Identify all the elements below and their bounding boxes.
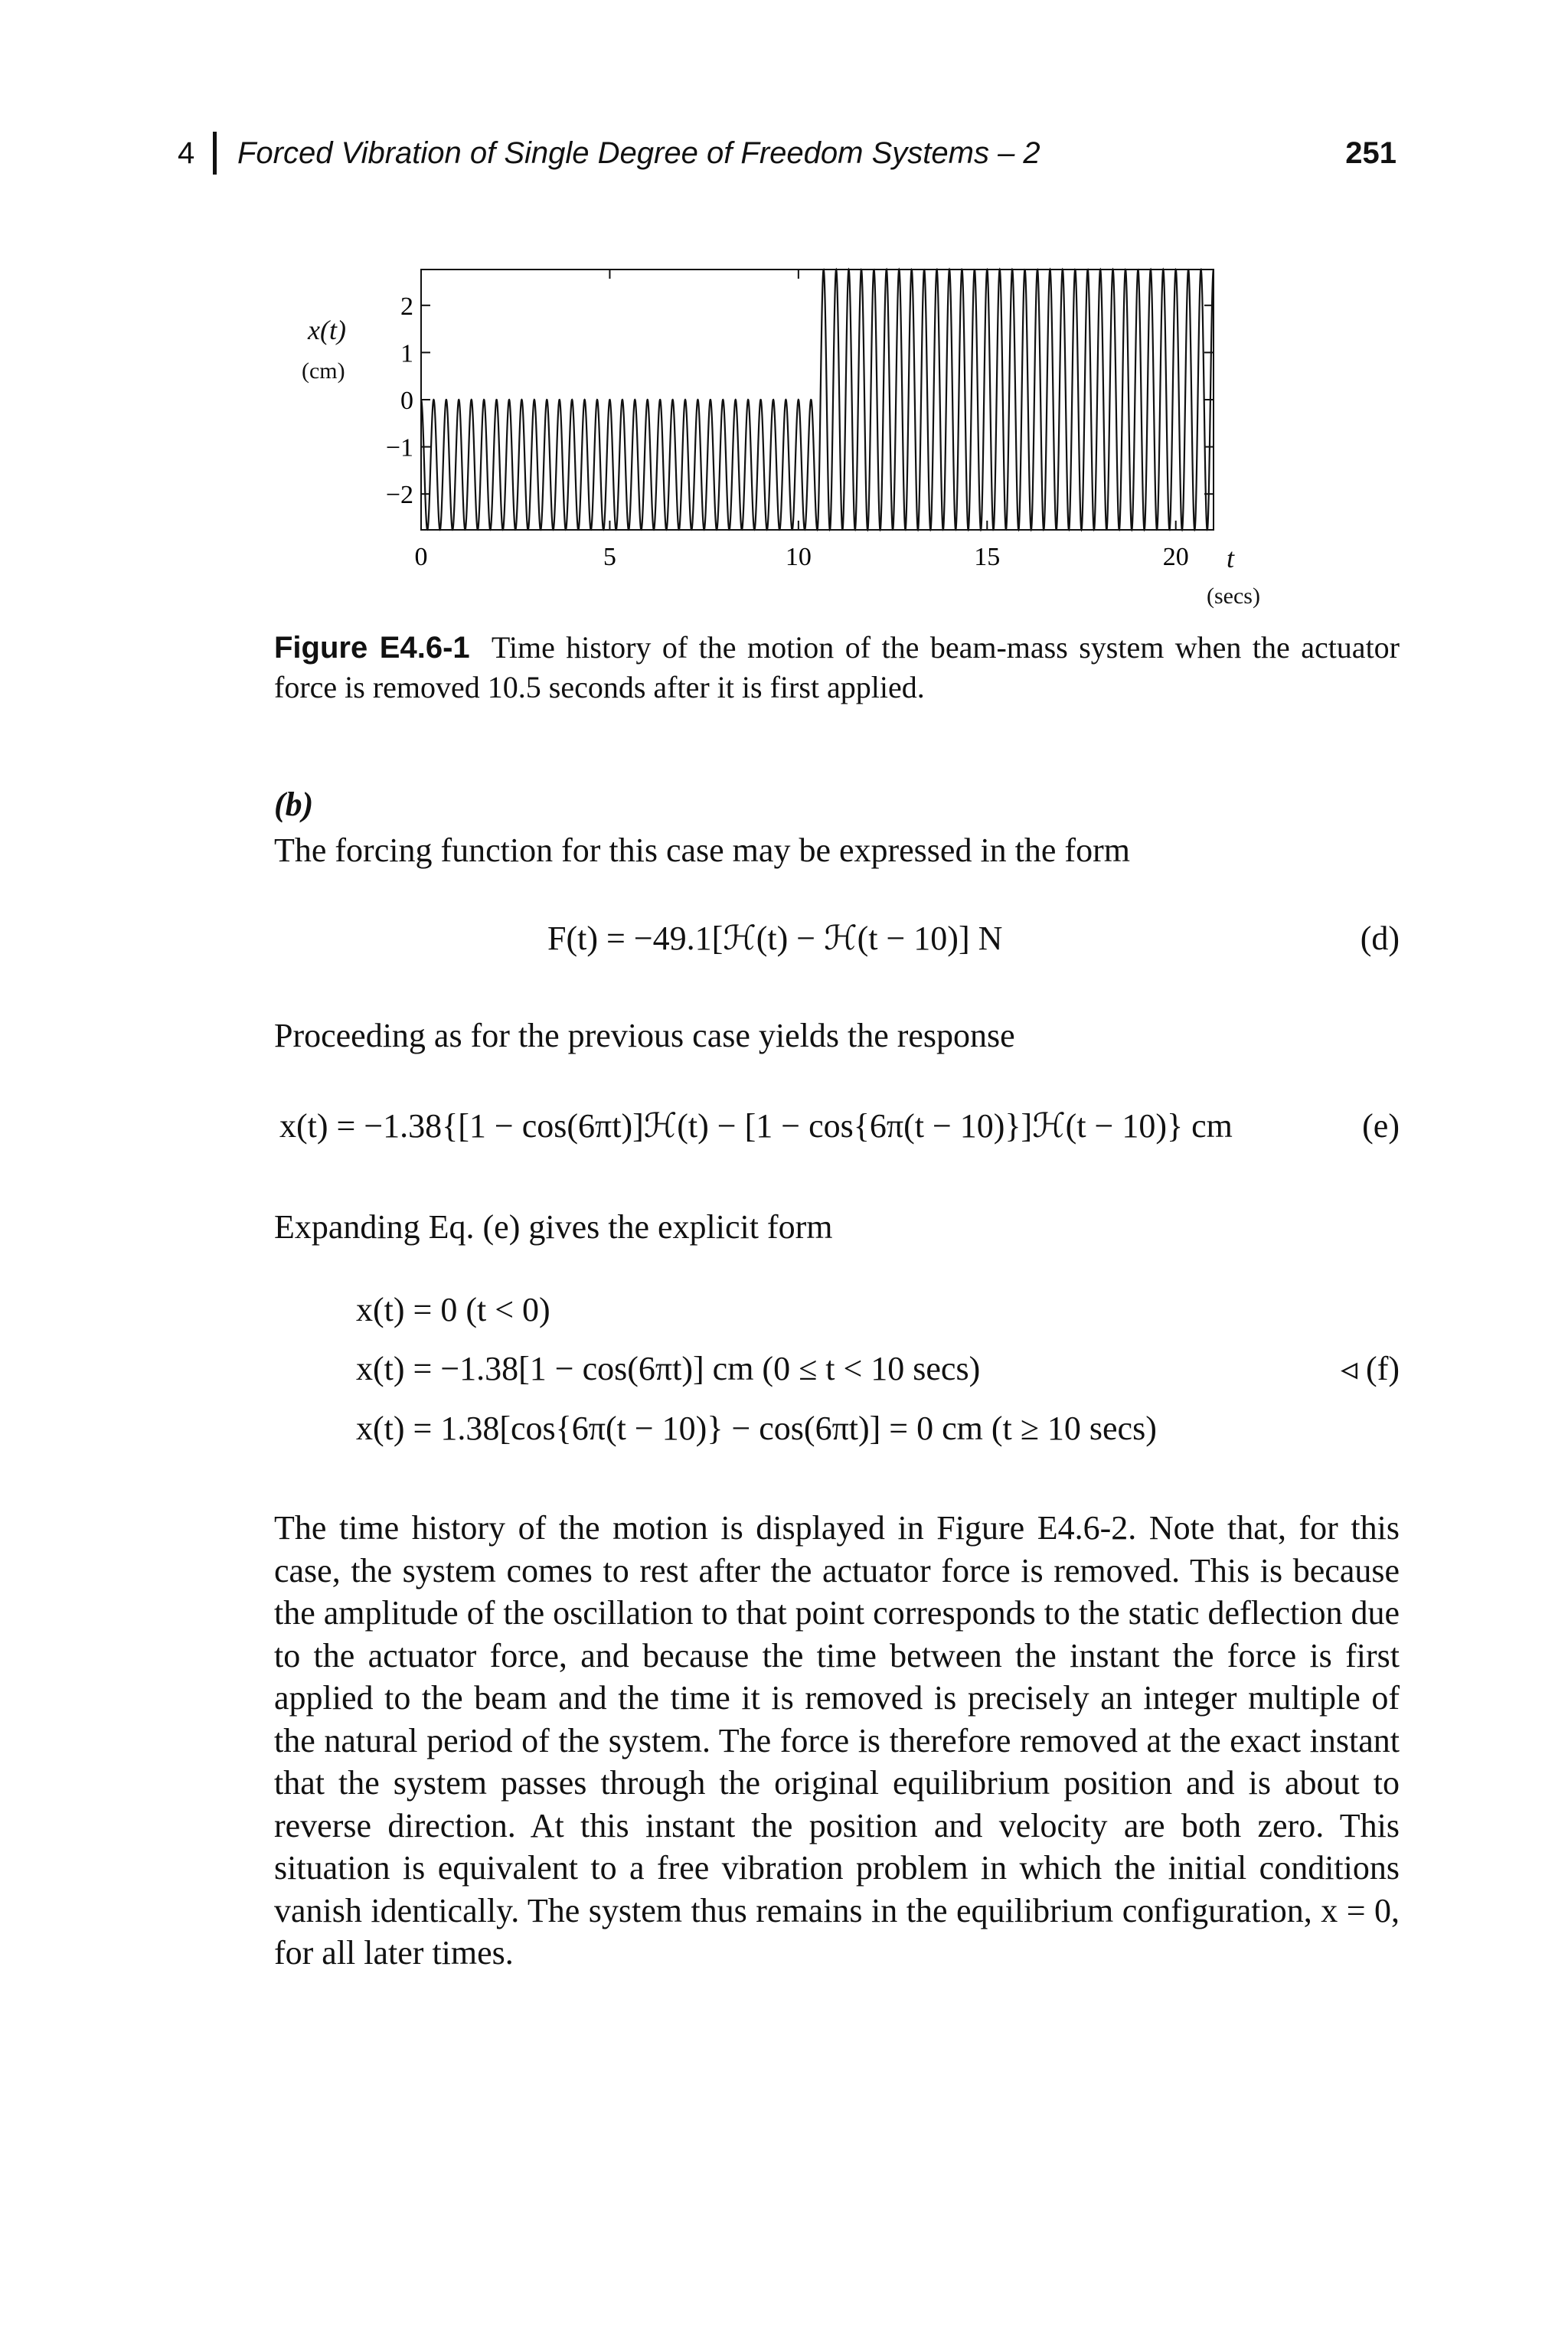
page-number: 251 [1345,136,1396,170]
chapter-number: 4 [178,136,195,170]
y-tick-label: −1 [385,433,413,462]
equation-f-line-1: x(t) = 0 (t < 0) [356,1291,550,1328]
equation-d: F(t) = −49.1[ℋ(t) − ℋ(t − 10)] N [547,920,1003,957]
x-tick-label: 0 [414,543,428,571]
x-axis-unit: (secs) [1207,583,1260,609]
equation-e: x(t) = −1.38{[1 − cos(6πt)]ℋ(t) − [1 − cos{6π(t − 10)}]ℋ(t − 10)} cm [279,1107,1233,1145]
y-tick-label: 1 [400,339,413,368]
figure-e4-6-1 [291,253,1286,635]
equation-f-line-2: x(t) = −1.38[1 − cos(6πt)] cm (0 ≤ t < 10 secs) [356,1350,981,1387]
plot-frame [421,270,1214,530]
y-tick-label: 2 [400,292,413,321]
caption-text: Time history of the motion of the beam-mass system when the actuator force is removed 10.5 seconds after it is first applied. [274,630,1400,704]
header-divider [213,132,217,175]
equation-e-number: (e) [1362,1107,1400,1145]
y-axis-unit: (cm) [302,358,345,384]
x-tick-label: 10 [785,543,812,571]
equation-f-line-3: x(t) = 1.38[cos{6π(t − 10)} − cos(6πt)] = 0 cm (t ≥ 10 secs) [356,1410,1157,1447]
paragraph-explanation: The time history of the motion is displayed in Figure E4.6-2. Note that, for this case, the system comes to rest after the actuator force is removed. This is because the amplitude of the oscillation to that point corresponds to the static deflection due to the actuator force, and because the time between the instant the force is first applied to the beam and the time it is removed is precisely an integer multiple of the natural period of the system. The force is therefore removed at the exact instant that the system passes through the original equilibrium position and is about to reverse direction. At this instant the position and velocity are both zero. This situation is equivalent to a free vibration problem in which the initial conditions vanish identically. The system thus remains in the equilibrium configuration, x = 0, for all later times. [274,1509,1400,1972]
y-tick-label: 0 [400,387,413,415]
figure-caption [274,628,1400,707]
y-tick-label: −2 [385,481,413,510]
page-header [178,129,1396,182]
caption-label: Figure E4.6-1 [274,631,470,665]
y-axis-label: x(t) [308,315,346,345]
equation-f-number: ◃ (f) [1340,1350,1400,1387]
x-tick-label: 15 [974,543,1001,571]
equation-d-number: (d) [1360,920,1400,957]
x-axis-label: t [1227,543,1235,573]
paragraph-expanding: Expanding Eq. (e) gives the explicit form [274,1208,833,1246]
x-tick-label: 5 [603,543,616,571]
paragraph-proceeding: Proceeding as for the previous case yields the response [274,1017,1015,1054]
chapter-title: Forced Vibration of Single Degree of Freedom Systems – 2 [237,136,1040,170]
subsection-label: (b) [274,786,314,823]
paragraph-forcing-function: The forcing function for this case may be expressed in the form [274,831,1130,869]
time-history-chart [291,253,1286,635]
series-line-x-of-t [421,270,1214,530]
x-tick-label: 20 [1162,543,1189,571]
